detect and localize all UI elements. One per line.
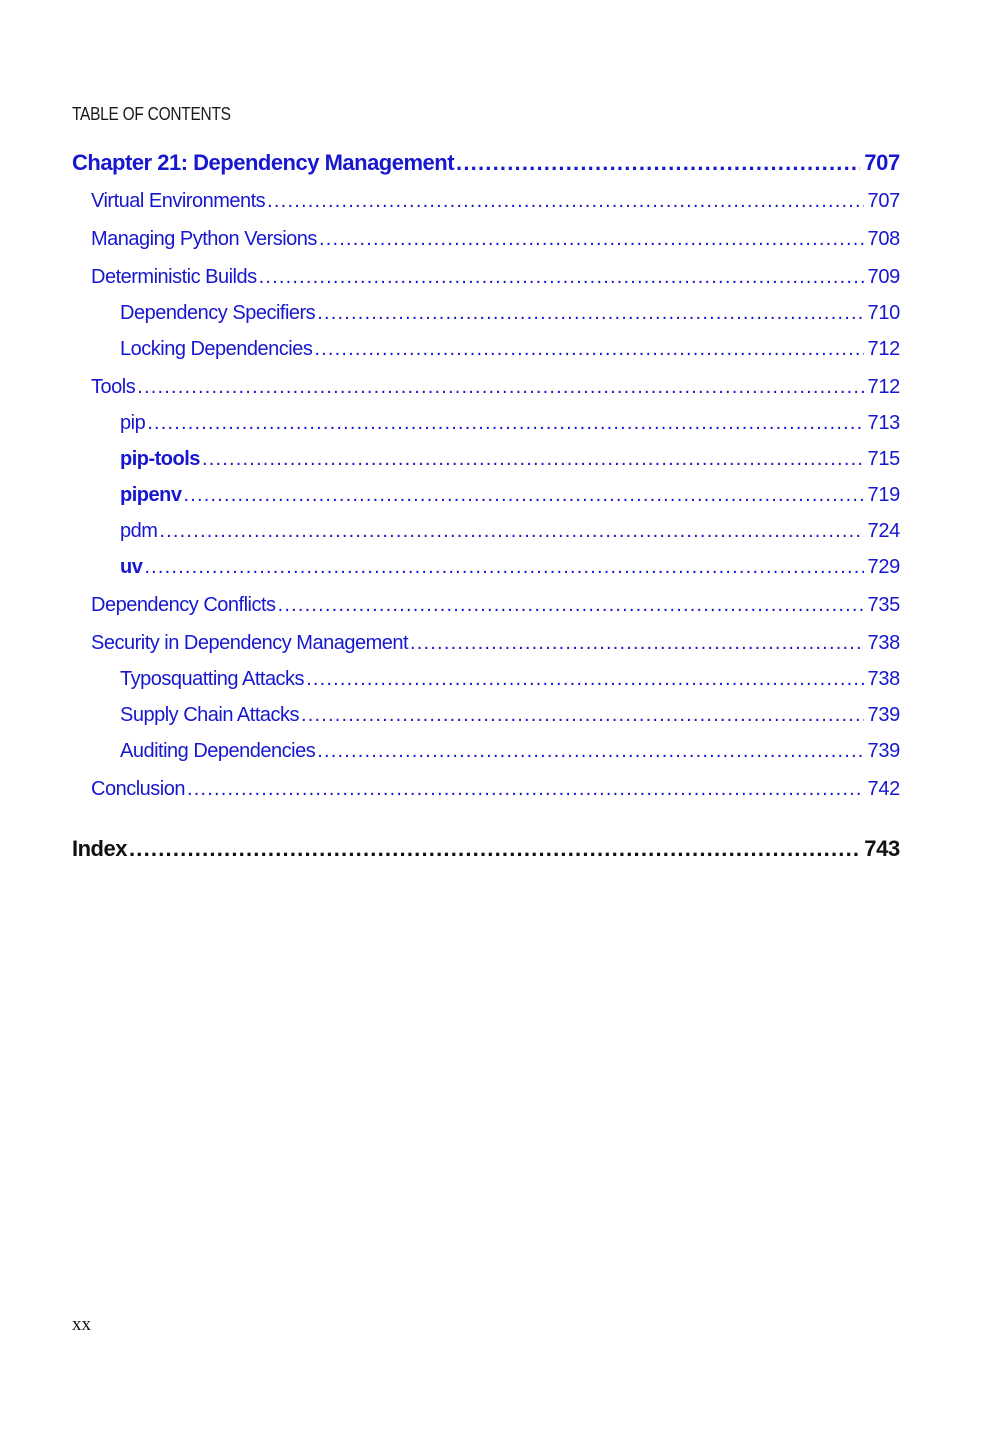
dot-leader bbox=[137, 376, 863, 399]
toc-entry-title: Tools bbox=[91, 376, 136, 398]
dot-leader bbox=[159, 520, 863, 543]
dot-leader bbox=[410, 632, 863, 655]
dot-leader bbox=[187, 778, 864, 801]
toc-entry-page: 713 bbox=[867, 412, 900, 434]
toc-entry-page: 719 bbox=[867, 484, 900, 506]
toc-entry-dependency-conflicts[interactable] bbox=[91, 594, 900, 624]
toc-entry-title: Auditing Dependencies bbox=[120, 740, 316, 762]
dot-leader bbox=[183, 484, 863, 507]
toc-entry-title: Supply Chain Attacks bbox=[120, 704, 299, 726]
dot-leader bbox=[202, 448, 864, 471]
toc-entry-page: 715 bbox=[867, 448, 900, 470]
toc-entry-pipenv[interactable] bbox=[120, 484, 900, 514]
toc-entry-title: pdm bbox=[120, 520, 158, 542]
toc-entry-page: 710 bbox=[867, 302, 900, 324]
toc-chapter-21[interactable] bbox=[72, 150, 900, 184]
toc-entry-title: Conclusion bbox=[91, 778, 185, 800]
toc-entry-title: pip bbox=[120, 412, 146, 434]
toc-entry-page: 742 bbox=[867, 778, 900, 800]
toc-entry-title: uv bbox=[120, 556, 143, 578]
toc-entry-page: 724 bbox=[867, 520, 900, 542]
toc-entry-page: 712 bbox=[867, 338, 900, 360]
toc-entry-title: Managing Python Versions bbox=[91, 228, 317, 250]
toc-entry-title: Chapter 21: Dependency Management bbox=[72, 150, 455, 175]
toc-entry-pdm[interactable] bbox=[120, 520, 900, 550]
toc-entry-title: pip-tools bbox=[120, 448, 200, 470]
dot-leader bbox=[317, 302, 863, 325]
dot-leader bbox=[129, 836, 860, 862]
toc-entry-locking-dependencies[interactable] bbox=[120, 338, 900, 368]
toc-entry-title: Virtual Environments bbox=[91, 190, 266, 212]
toc-entry-page: 707 bbox=[867, 190, 900, 212]
toc-entry-title: pipenv bbox=[120, 484, 182, 506]
toc-entry-security[interactable] bbox=[91, 632, 900, 662]
toc-entry-page: 739 bbox=[867, 740, 900, 762]
dot-leader bbox=[314, 338, 863, 361]
dot-leader bbox=[278, 594, 864, 617]
toc-entry-managing-python-versions[interactable] bbox=[91, 228, 900, 258]
toc-entry-page: 735 bbox=[867, 594, 900, 616]
dot-leader bbox=[147, 412, 863, 435]
toc-entry-page: 729 bbox=[867, 556, 900, 578]
toc-entry-page: 708 bbox=[867, 228, 900, 250]
dot-leader bbox=[301, 704, 864, 727]
toc-entry-title: Dependency Specifiers bbox=[120, 302, 316, 324]
toc-entry-page: 709 bbox=[867, 266, 900, 288]
toc-entry-index[interactable] bbox=[72, 836, 900, 870]
dot-leader bbox=[317, 740, 863, 763]
dot-leader bbox=[259, 266, 864, 289]
toc-entry-title: Typosquatting Attacks bbox=[120, 668, 305, 690]
toc-entry-virtual-environments[interactable] bbox=[91, 190, 900, 220]
dot-leader bbox=[306, 668, 863, 691]
toc-entry-tools[interactable] bbox=[91, 376, 900, 406]
dot-leader bbox=[267, 190, 863, 213]
toc-entry-title: Deterministic Builds bbox=[91, 266, 257, 288]
toc-entry-deterministic-builds[interactable] bbox=[91, 266, 900, 296]
toc-entry-supply-chain-attacks[interactable] bbox=[120, 704, 900, 734]
toc-entry-auditing-dependencies[interactable] bbox=[120, 740, 900, 770]
toc-entry-conclusion[interactable] bbox=[91, 778, 900, 808]
toc-entry-title: Index bbox=[72, 836, 127, 861]
dot-leader bbox=[456, 150, 860, 176]
toc-entry-pip[interactable] bbox=[120, 412, 900, 442]
toc-entry-pip-tools[interactable] bbox=[120, 448, 900, 478]
dot-leader bbox=[319, 228, 864, 251]
toc-entry-page: 738 bbox=[867, 668, 900, 690]
toc-entry-uv[interactable] bbox=[120, 556, 900, 586]
toc-entry-title: Dependency Conflicts bbox=[91, 594, 276, 616]
toc-entry-dependency-specifiers[interactable] bbox=[120, 302, 900, 332]
toc-entry-page: 739 bbox=[867, 704, 900, 726]
toc-entry-typosquatting-attacks[interactable] bbox=[120, 668, 900, 698]
toc-entry-page: 743 bbox=[864, 836, 900, 861]
page-number: xx bbox=[72, 1314, 91, 1335]
toc-entry-page: 738 bbox=[867, 632, 900, 654]
running-header: TABLE OF CONTENTS bbox=[72, 104, 231, 124]
toc-entry-title: Locking Dependencies bbox=[120, 338, 313, 360]
toc-entry-page: 712 bbox=[867, 376, 900, 398]
toc-entry-page: 707 bbox=[864, 150, 900, 175]
dot-leader bbox=[144, 556, 863, 579]
toc-entry-title: Security in Dependency Management bbox=[91, 632, 409, 654]
